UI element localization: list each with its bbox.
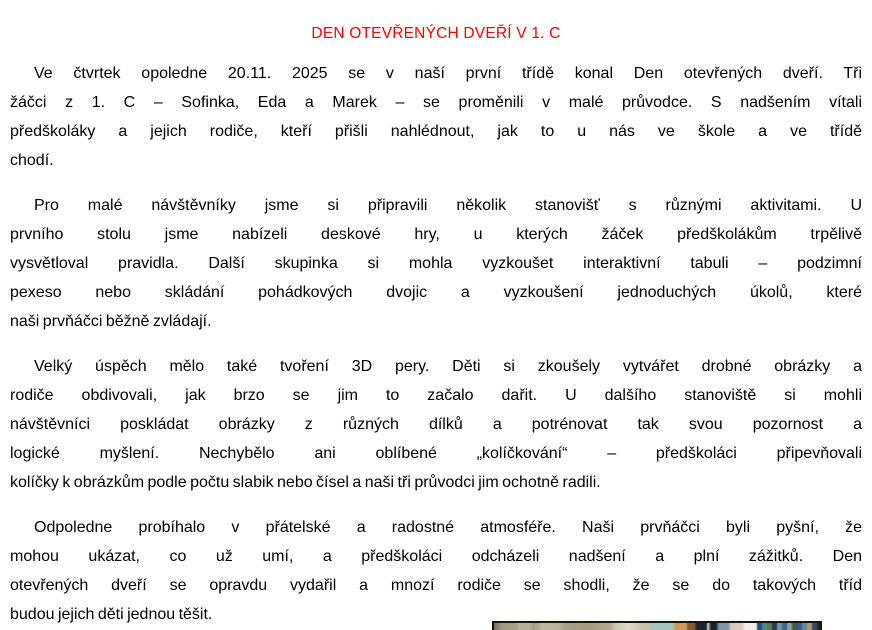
paragraph-3 [10,352,862,497]
text-line: předškoláky a jejich rodiče, kteří přišli nahlédnout, jak to u nás ve škole a ve třídě [10,123,862,140]
text-line: Ve čtvrtek opoledne 20.11. 2025 se v naší první třídě konal Den otevřených dveří. Tři [34,65,862,82]
text-line: rodiče obdivovali, jak brzo se jim to začalo dařit. U dalšího stanoviště si mohli [10,387,862,404]
text-line: budou jejich děti jednou těšit. [10,606,213,623]
text-line: Velký úspěch mělo také tvoření 3D pery. Děti si zkoušely vytvářet drobné obrázky a [34,358,862,375]
text-line: žáčci z 1. C – Sofinka, Eda a Marek – se proměnili v malé průvodce. S nadšením vítali [10,94,862,111]
text-line: otevřených dveří se opravdu vydařil a mnozí rodiče se shodli, že se do takových tříd [10,577,862,594]
text-line: pexeso nebo skládání pohádkových dvojic a vyzkoušení jednoduchých úkolů, které [10,284,862,301]
text-line: Pro malé návštěvníky jsme si připravili několik stanovišť s různými aktivitami. U [34,197,862,214]
text-line: logické myšlení. Nechybělo ani oblíbené „kolíčkování“ – předškoláci připevňovali [10,445,862,462]
text-line: vysvětloval pravidla. Další skupinka si mohla vyzkoušet interaktivní tabuli – podzimní [10,255,862,272]
paragraph-4 [10,513,862,629]
text-line: návštěvníci poskládat obrázky z různých dílků a potrénovat tak svou pozornost a [10,416,862,433]
text-line: Odpoledne probíhalo v přátelské a radostné atmosféře. Naši prvňáčci byli pyšní, že [34,519,862,536]
text-line: kolíčky k obrázkům podle počtu slabik nebo čísel a naši tři průvodci jim ochotně radili. [10,474,601,491]
text-line: chodí. [10,152,54,169]
text-line: mohou ukázat, co už umí, a předškoláci odcházeli nadšení a plní zážitků. Den [10,548,862,565]
text-line: prvního stolu jsme nabízeli deskové hry, u kterých žáček předškolákům trpělivě [10,226,862,243]
document-body [10,59,862,629]
classroom-photo [492,621,822,630]
text-line: naši prvňáčci běžně zvládají. [10,313,212,330]
paragraph-1 [10,59,862,175]
paragraph-2 [10,191,862,336]
document-title: DEN OTEVŘENÝCH DVEŘÍ V 1. C [311,25,561,42]
